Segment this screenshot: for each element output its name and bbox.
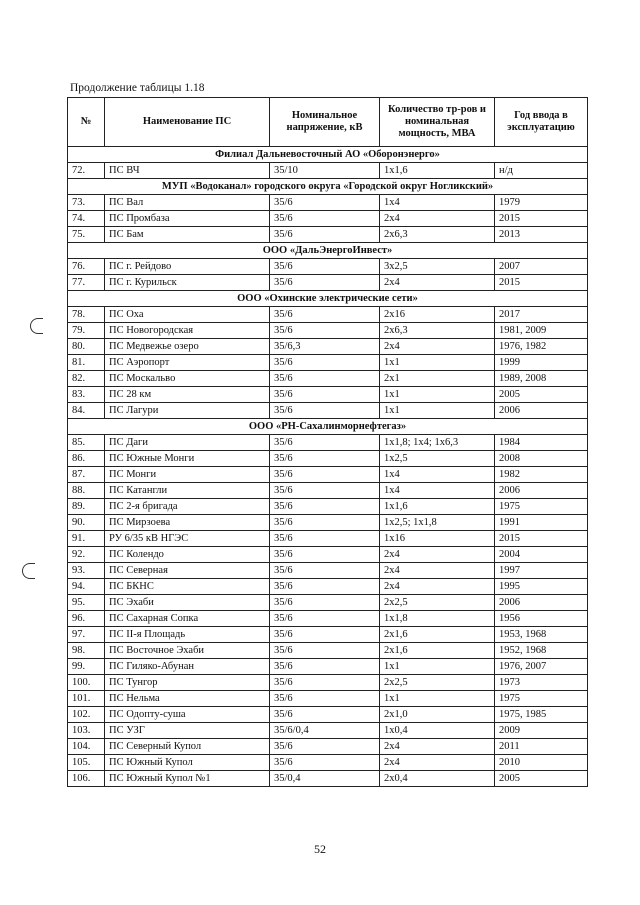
cell-number: 106. (68, 771, 105, 787)
cell-transformers: 2x4 (380, 755, 495, 771)
table-row (68, 387, 588, 403)
table-row (68, 435, 588, 451)
cell-number: 105. (68, 755, 105, 771)
cell-name: ПС ВЧ (105, 163, 270, 179)
cell-name: ПС Тунгор (105, 675, 270, 691)
cell-transformers: 2x4 (380, 275, 495, 291)
cell-transformers: 2x4 (380, 339, 495, 355)
cell-voltage: 35/6 (270, 611, 380, 627)
cell-number: 104. (68, 739, 105, 755)
cell-year: 1995 (495, 579, 588, 595)
cell-number: 84. (68, 403, 105, 419)
cell-voltage: 35/6 (270, 643, 380, 659)
cell-voltage: 35/6 (270, 499, 380, 515)
cell-voltage: 35/6 (270, 691, 380, 707)
table-row (68, 659, 588, 675)
cell-name: ПС Лагури (105, 403, 270, 419)
cell-transformers: 1x2,5; 1x1,8 (380, 515, 495, 531)
cell-number: 97. (68, 627, 105, 643)
cell-year: 1975, 1985 (495, 707, 588, 723)
cell-year: 2015 (495, 275, 588, 291)
table-row (68, 195, 588, 211)
cell-transformers: 1x1,6 (380, 163, 495, 179)
table-row (68, 563, 588, 579)
col-header-transformers: Количество тр-ров и номинальная мощность, МВА (380, 98, 495, 147)
cell-year: 1975 (495, 499, 588, 515)
cell-year: 1991 (495, 515, 588, 531)
cell-voltage: 35/6/0,4 (270, 723, 380, 739)
cell-number: 91. (68, 531, 105, 547)
cell-number: 87. (68, 467, 105, 483)
cell-transformers: 1x1 (380, 355, 495, 371)
cell-year: 2015 (495, 531, 588, 547)
cell-name: ПС Восточное Эхаби (105, 643, 270, 659)
cell-name: ПС Эхаби (105, 595, 270, 611)
cell-name: ПС II-я Площадь (105, 627, 270, 643)
cell-voltage: 35/6 (270, 659, 380, 675)
organization-row (68, 179, 588, 195)
cell-name: ПС Монги (105, 467, 270, 483)
cell-number: 82. (68, 371, 105, 387)
cell-voltage: 35/6 (270, 307, 380, 323)
cell-voltage: 35/6 (270, 195, 380, 211)
table-row (68, 355, 588, 371)
col-header-voltage: Номинальное напряжение, кВ (270, 98, 380, 147)
cell-voltage: 35/6 (270, 403, 380, 419)
cell-year: 1982 (495, 467, 588, 483)
cell-transformers: 2x4 (380, 739, 495, 755)
cell-number: 81. (68, 355, 105, 371)
cell-number: 95. (68, 595, 105, 611)
cell-name: ПС Новогородская (105, 323, 270, 339)
cell-transformers: 1x1 (380, 403, 495, 419)
organization-row (68, 291, 588, 307)
cell-number: 83. (68, 387, 105, 403)
cell-transformers: 2x6,3 (380, 227, 495, 243)
cell-name: ПС г. Курильск (105, 275, 270, 291)
table-row (68, 755, 588, 771)
organization-row (68, 147, 588, 163)
table-row (68, 611, 588, 627)
table-caption: Продолжение таблицы 1.18 (70, 82, 205, 94)
cell-name: ПС Оха (105, 307, 270, 323)
cell-name: ПС 2-я бригада (105, 499, 270, 515)
cell-name: ПС Аэропорт (105, 355, 270, 371)
table-row (68, 547, 588, 563)
cell-transformers: 1x1,8 (380, 611, 495, 627)
cell-name: ПС Катангли (105, 483, 270, 499)
cell-name: ПС Южные Монги (105, 451, 270, 467)
cell-year: 1976, 1982 (495, 339, 588, 355)
col-header-year: Год ввода в эксплуатацию (495, 98, 588, 147)
cell-year: 1973 (495, 675, 588, 691)
table-row (68, 371, 588, 387)
cell-year: 2006 (495, 483, 588, 499)
table-row (68, 163, 588, 179)
cell-voltage: 35/6 (270, 227, 380, 243)
cell-year: 2009 (495, 723, 588, 739)
table-row (68, 707, 588, 723)
cell-voltage: 35/6 (270, 547, 380, 563)
cell-transformers: 2x16 (380, 307, 495, 323)
cell-transformers: 2x4 (380, 547, 495, 563)
cell-year: 1975 (495, 691, 588, 707)
cell-number: 78. (68, 307, 105, 323)
cell-transformers: 2x1,6 (380, 627, 495, 643)
cell-number: 102. (68, 707, 105, 723)
table-row (68, 259, 588, 275)
cell-name: ПС Сахарная Сопка (105, 611, 270, 627)
cell-voltage: 35/6 (270, 531, 380, 547)
cell-voltage: 35/6 (270, 483, 380, 499)
cell-number: 94. (68, 579, 105, 595)
organization-name: ООО «Охинские электрические сети» (68, 291, 588, 307)
cell-transformers: 2x0,4 (380, 771, 495, 787)
cell-voltage: 35/6 (270, 627, 380, 643)
cell-number: 72. (68, 163, 105, 179)
cell-number: 90. (68, 515, 105, 531)
cell-name: ПС Южный Купол (105, 755, 270, 771)
cell-year: 1976, 2007 (495, 659, 588, 675)
cell-transformers: 3x2,5 (380, 259, 495, 275)
cell-year: 2005 (495, 387, 588, 403)
cell-name: ПС Промбаза (105, 211, 270, 227)
cell-number: 75. (68, 227, 105, 243)
cell-year: 2008 (495, 451, 588, 467)
cell-number: 85. (68, 435, 105, 451)
cell-transformers: 1x1,8; 1x4; 1x6,3 (380, 435, 495, 451)
organization-name: ООО «РН-Сахалинморнефтегаз» (68, 419, 588, 435)
cell-name: ПС УЗГ (105, 723, 270, 739)
cell-transformers: 1x4 (380, 195, 495, 211)
cell-year: 2006 (495, 595, 588, 611)
table-row (68, 211, 588, 227)
cell-voltage: 35/6 (270, 323, 380, 339)
table-row (68, 403, 588, 419)
cell-voltage: 35/6 (270, 355, 380, 371)
cell-transformers: 2x6,3 (380, 323, 495, 339)
cell-transformers: 1x1 (380, 659, 495, 675)
cell-year: 1981, 2009 (495, 323, 588, 339)
cell-number: 92. (68, 547, 105, 563)
cell-voltage: 35/6 (270, 739, 380, 755)
organization-row (68, 243, 588, 259)
cell-name: ПС 28 км (105, 387, 270, 403)
cell-number: 99. (68, 659, 105, 675)
cell-number: 74. (68, 211, 105, 227)
cell-number: 80. (68, 339, 105, 355)
col-header-name: Наименование ПС (105, 98, 270, 147)
cell-transformers: 1x1,6 (380, 499, 495, 515)
cell-transformers: 2x1,6 (380, 643, 495, 659)
cell-transformers: 1x4 (380, 467, 495, 483)
cell-name: ПС Южный Купол №1 (105, 771, 270, 787)
cell-transformers: 1x16 (380, 531, 495, 547)
cell-transformers: 1x1 (380, 691, 495, 707)
table-row (68, 323, 588, 339)
cell-year: 1984 (495, 435, 588, 451)
table-row (68, 771, 588, 787)
table-header-row (68, 98, 588, 147)
cell-name: ПС Северный Купол (105, 739, 270, 755)
cell-name: ПС Мирзоева (105, 515, 270, 531)
cell-year: 2006 (495, 403, 588, 419)
table-row (68, 595, 588, 611)
cell-year: 2007 (495, 259, 588, 275)
cell-name: ПС Северная (105, 563, 270, 579)
cell-transformers: 2x1,0 (380, 707, 495, 723)
page-number: 52 (314, 842, 326, 856)
cell-voltage: 35/6 (270, 435, 380, 451)
col-header-number: № (68, 98, 105, 147)
cell-number: 98. (68, 643, 105, 659)
cell-year: 2015 (495, 211, 588, 227)
cell-year: 1999 (495, 355, 588, 371)
cell-voltage: 35/6 (270, 387, 380, 403)
cell-voltage: 35/6 (270, 515, 380, 531)
cell-number: 101. (68, 691, 105, 707)
cell-voltage: 35/6 (270, 675, 380, 691)
cell-number: 73. (68, 195, 105, 211)
cell-voltage: 35/6 (270, 259, 380, 275)
substations-table (67, 97, 588, 787)
cell-year: 2017 (495, 307, 588, 323)
cell-transformers: 2x4 (380, 563, 495, 579)
table-row (68, 739, 588, 755)
organization-name: МУП «Водоканал» городского округа «Городской округ Ногликский» (68, 179, 588, 195)
cell-voltage: 35/6 (270, 579, 380, 595)
cell-voltage: 35/6 (270, 467, 380, 483)
cell-year: 1952, 1968 (495, 643, 588, 659)
cell-name: РУ 6/35 кВ НГЭС (105, 531, 270, 547)
cell-year: н/д (495, 163, 588, 179)
cell-year: 2010 (495, 755, 588, 771)
cell-year: 1997 (495, 563, 588, 579)
table-row (68, 643, 588, 659)
cell-year: 1956 (495, 611, 588, 627)
scan-mark (22, 563, 35, 579)
cell-transformers: 1x2,5 (380, 451, 495, 467)
cell-voltage: 35/6 (270, 707, 380, 723)
scan-mark (30, 318, 43, 334)
table-row (68, 451, 588, 467)
cell-transformers: 2x4 (380, 211, 495, 227)
cell-voltage: 35/10 (270, 163, 380, 179)
cell-name: ПС Нельма (105, 691, 270, 707)
cell-transformers: 2x2,5 (380, 675, 495, 691)
cell-transformers: 1x0,4 (380, 723, 495, 739)
cell-voltage: 35/6 (270, 371, 380, 387)
cell-transformers: 2x4 (380, 579, 495, 595)
cell-transformers: 1x1 (380, 387, 495, 403)
cell-year: 1989, 2008 (495, 371, 588, 387)
table-row (68, 691, 588, 707)
table-row (68, 307, 588, 323)
cell-name: ПС Бам (105, 227, 270, 243)
cell-number: 88. (68, 483, 105, 499)
table-row (68, 499, 588, 515)
table-row (68, 627, 588, 643)
table-row (68, 339, 588, 355)
cell-number: 89. (68, 499, 105, 515)
cell-number: 93. (68, 563, 105, 579)
cell-name: ПС Вал (105, 195, 270, 211)
cell-number: 76. (68, 259, 105, 275)
cell-voltage: 35/6 (270, 563, 380, 579)
cell-name: ПС Медвежье озеро (105, 339, 270, 355)
cell-name: ПС Одопту-суша (105, 707, 270, 723)
cell-name: ПС БКНС (105, 579, 270, 595)
cell-voltage: 35/6 (270, 275, 380, 291)
cell-voltage: 35/0,4 (270, 771, 380, 787)
cell-number: 77. (68, 275, 105, 291)
table-row (68, 515, 588, 531)
cell-name: ПС Даги (105, 435, 270, 451)
organization-name: Филиал Дальневосточный АО «Оборонэнерго» (68, 147, 588, 163)
cell-year: 2011 (495, 739, 588, 755)
cell-year: 1953, 1968 (495, 627, 588, 643)
cell-name: ПС Москальво (105, 371, 270, 387)
organization-name: ООО «ДальЭнергоИнвест» (68, 243, 588, 259)
cell-name: ПС Гиляко-Абунан (105, 659, 270, 675)
cell-year: 1979 (495, 195, 588, 211)
table-row (68, 227, 588, 243)
table-row (68, 467, 588, 483)
organization-row (68, 419, 588, 435)
cell-transformers: 1x4 (380, 483, 495, 499)
cell-voltage: 35/6 (270, 595, 380, 611)
table-row (68, 275, 588, 291)
table-row (68, 531, 588, 547)
cell-voltage: 35/6 (270, 211, 380, 227)
cell-name: ПС Колендо (105, 547, 270, 563)
table-row (68, 675, 588, 691)
cell-year: 2013 (495, 227, 588, 243)
cell-number: 86. (68, 451, 105, 467)
cell-name: ПС г. Рейдово (105, 259, 270, 275)
cell-transformers: 2x1 (380, 371, 495, 387)
cell-year: 2004 (495, 547, 588, 563)
cell-voltage: 35/6 (270, 451, 380, 467)
cell-voltage: 35/6 (270, 755, 380, 771)
cell-number: 96. (68, 611, 105, 627)
table-row (68, 723, 588, 739)
cell-year: 2005 (495, 771, 588, 787)
table-row (68, 483, 588, 499)
cell-number: 79. (68, 323, 105, 339)
cell-transformers: 2x2,5 (380, 595, 495, 611)
cell-number: 100. (68, 675, 105, 691)
cell-voltage: 35/6,3 (270, 339, 380, 355)
cell-number: 103. (68, 723, 105, 739)
table-row (68, 579, 588, 595)
